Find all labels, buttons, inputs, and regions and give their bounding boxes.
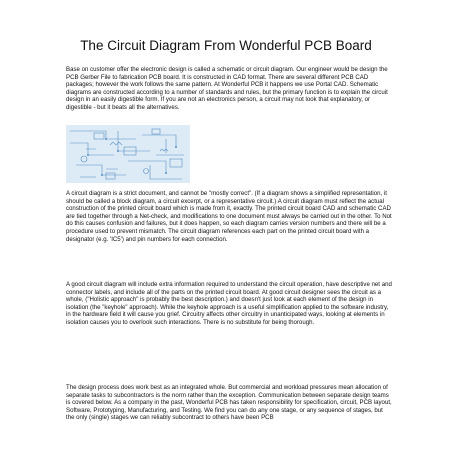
page-title: The Circuit Diagram From Wonderful PCB Board	[80, 38, 372, 53]
paragraph-design-process: The design process does work best as an integrated whole. But commercial and workload pressures mean allocation of separate tasks to subcontractors is the norm rather than the exception. Communication between separate design teams is covered below. As a company in the past, Wonderful PCB has taken responsibility for specification, circuit, PCB layout, Software, Prototyping, Manufacturing, and Testing. We find you can do any one stage, or any sequence of stages, but the only (single) stages we can reliably subcontract to others have been PCB	[66, 384, 392, 422]
paragraph-good-diagram: A good circuit diagram will include extra information required to understand the circuit operation, have descriptive net and connector labels, and include all of the parts on the printed circuit board. At good circuit designer sees the circuit as a whole, ("Holistic approach" is probably the best description.) and doesn't just look at each element of the design in isolation (the "keyhole" approach). While the keyhole approach is a useful simplification applied to the software industry, in the hardware field it will cause you grief. Circuitry affects other circuitry in unanticipated ways, looking at elements in isolation causes you to overlook such interactions. There is no substitute for being thorough.	[66, 281, 392, 326]
circuit-schematic-image	[66, 125, 190, 183]
schematic-drawing	[66, 125, 190, 183]
paragraph-intro: Base on customer offer the electronic design is called a schematic or circuit diagram. Our engineer would be design the PCB Gerber File to fabrication PCB board. It is constructed in CAD format. There are several different PCB CAD packages; however the work follows the same pattern. At Wonderful PCB it happens we use Portal CAD. Schematic diagrams are constructed according to a number of standards and rules, but the primary function is to explain the circuit design in an easily digestible form. If you are not an electronics person, a circuit may not look that explanatory, or digestible - but it beats all the alternatives.	[66, 66, 388, 111]
paragraph-strict-document: A circuit diagram is a strict document, and cannot be "mostly correct". (If a diagram shows a simplified representation, it should be called a block diagram, a circuit excerpt, or a representative circuit.) A circuit diagram must reflect the actual construction of the printed circuit board which is made from it, exactly. The printed circuit board CAD and schematic CAD are tied together through a Net-check, and modifications to one document must always be carried out in the other. To Not do this causes confusion and failures, but it does happen, so each diagram carries version numbers and there will be a procedure used to prevent mismatch. The circuit diagram references each part on the printed circuit board with a designator (e.g. 'IC5') and pin numbers for each connection.	[66, 190, 392, 243]
